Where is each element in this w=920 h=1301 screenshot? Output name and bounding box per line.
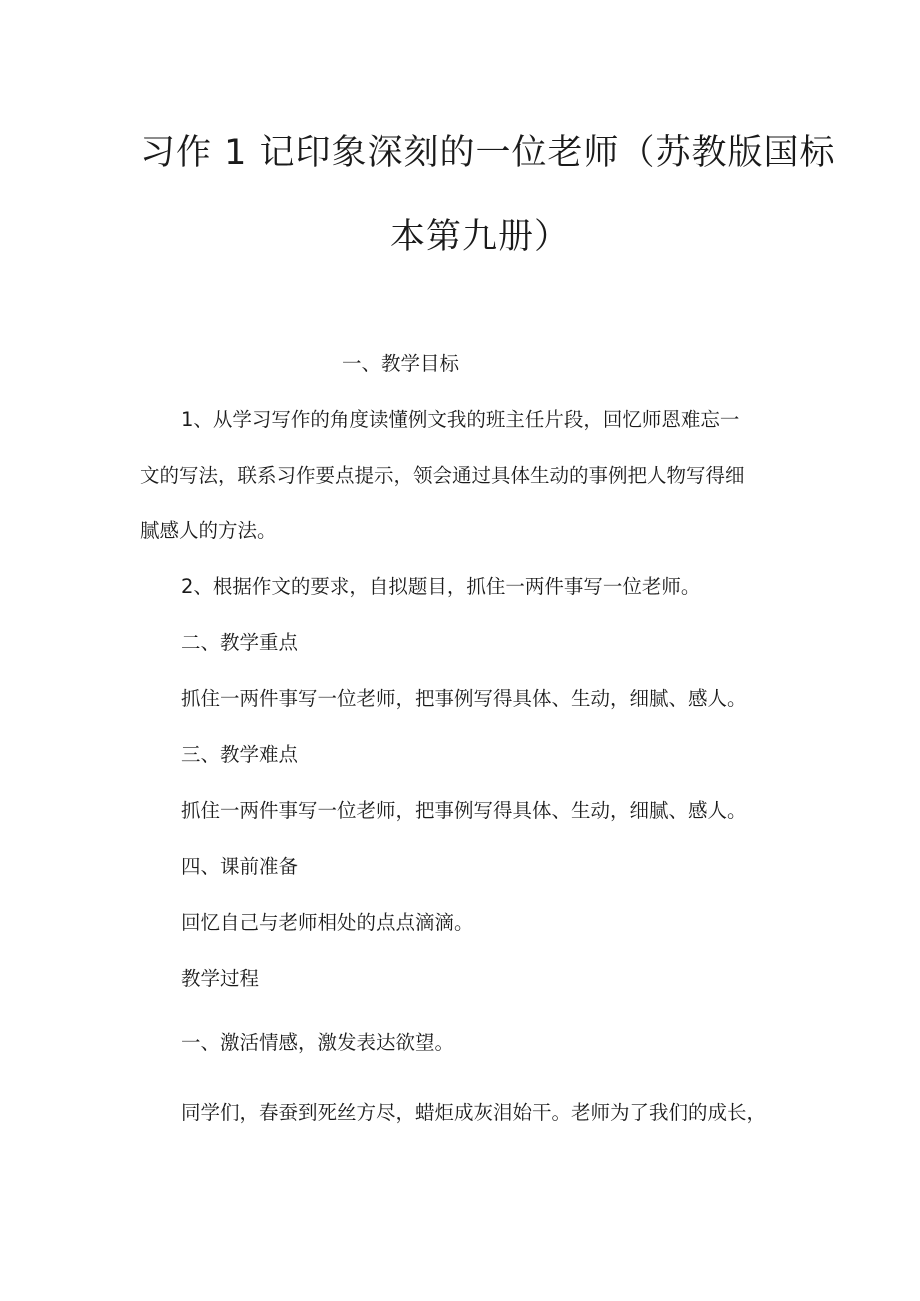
difficulties-heading: 三、教学难点 bbox=[181, 743, 299, 766]
process-heading: 教学过程 bbox=[181, 967, 260, 990]
document-title-line-2: 本第九册） bbox=[390, 217, 571, 257]
key-points-heading: 二、教学重点 bbox=[181, 631, 299, 654]
objectives-heading: 一、教学目标 bbox=[342, 352, 460, 375]
objective-1-line-1: 1、从学习写作的角度读懂例文我的班主任片段，回忆师恩难忘一 bbox=[181, 408, 740, 431]
objective-1-line-3: 腻感人的方法。 bbox=[140, 519, 277, 542]
key-points-text: 抓住一两件事写一位老师，把事例写得具体、生动，细腻、感人。 bbox=[181, 687, 747, 710]
objective-1-line-2: 文的写法，联系习作要点提示，领会通过具体生动的事例把人物写得细 bbox=[140, 464, 745, 487]
process-step-1-paragraph: 同学们，春蚕到死丝方尽，蜡炬成灰泪始干。老师为了我们的成长， bbox=[181, 1101, 767, 1124]
process-step-1-heading: 一、激活情感，激发表达欲望。 bbox=[181, 1031, 455, 1054]
difficulties-text: 抓住一两件事写一位老师，把事例写得具体、生动，细腻、感人。 bbox=[181, 799, 747, 822]
preparation-heading: 四、课前准备 bbox=[181, 855, 299, 878]
document-title-line-1: 习作 1 记印象深刻的一位老师（苏教版国标 bbox=[140, 133, 836, 173]
objective-2: 2、根据作文的要求，自拟题目，抓住一两件事写一位老师。 bbox=[181, 575, 701, 598]
preparation-text: 回忆自己与老师相处的点点滴滴。 bbox=[181, 911, 474, 934]
